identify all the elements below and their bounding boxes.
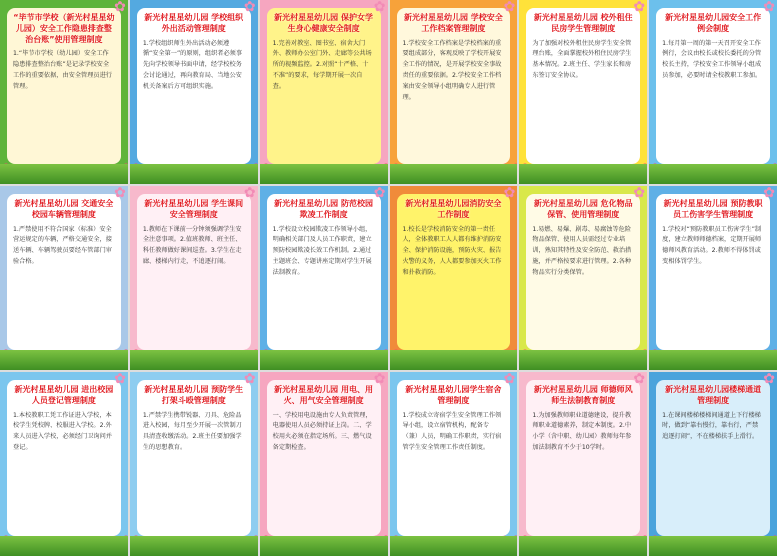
poster-panel: [267, 380, 381, 536]
poster-panel: [656, 8, 770, 164]
blossom-icon: ✿: [633, 186, 646, 201]
poster-body: 为了加强对校外租住民房学生安全管理台账，全面掌握校外租住民房学生基本情况。2.班主任、学生家长和房东签订安全协议。: [532, 39, 632, 80]
poster: [260, 372, 388, 556]
grass-decoration: [260, 164, 388, 184]
poster-body: 1.完善对教室、图书室、宿舍大门外、教师办公室门外、走廊等公共场所的视频监控。2.对照“十严格、十不准”的要求，每学期开展一次自查。: [272, 39, 372, 90]
poster-title: 新光村星星幼儿园 预防教职员工伤害学生管理制度: [663, 199, 763, 219]
grass-decoration: [130, 164, 258, 184]
blossom-icon: ✿: [633, 372, 646, 387]
blossom-icon: ✿: [503, 372, 516, 387]
blossom-icon: ✿: [243, 372, 256, 387]
blossom-icon: ✿: [503, 0, 516, 15]
poster: [649, 372, 777, 556]
poster-title: 新光村星星幼儿园 校外租住民房学生管理制度: [533, 13, 633, 33]
grass-decoration: [390, 164, 518, 184]
poster-panel: [7, 194, 121, 350]
poster-body: 1.在课间楼梯楼梯间通道上下行楼梯时，做到“靠右慢行，靠右行，严禁追逐打闹”，不在楼梯扶手上滑行。: [662, 411, 761, 441]
poster-title: 新光村星星幼儿园安全工作例会制度: [665, 13, 762, 33]
grass-decoration: [649, 350, 777, 370]
grass-decoration: [130, 536, 258, 556]
poster: [130, 372, 258, 556]
grass-decoration: [260, 350, 388, 370]
poster-title: 新光村星星幼儿园学生宿舍管理制度: [405, 385, 502, 405]
blossom-icon: ✿: [373, 186, 386, 201]
grass-decoration: [0, 350, 128, 370]
blossom-icon: ✿: [114, 0, 126, 15]
poster-panel: [526, 194, 640, 350]
poster: [130, 0, 258, 184]
poster-panel: [137, 380, 251, 536]
poster-panel: [526, 380, 640, 536]
poster-title: 新光村星星幼儿园 保护女学生身心健康安全制度: [274, 13, 373, 33]
poster-panel: [137, 8, 251, 164]
grass-decoration: [519, 350, 647, 370]
blossom-icon: ✿: [763, 186, 775, 201]
poster-panel: [526, 8, 640, 164]
poster-body: 1.“毕节市学校（幼儿园）安全工作隐患排查整治台账”是记录学校安全工作的重要依据，由安全管理员进行管理。: [13, 50, 112, 90]
blossom-icon: ✿: [373, 372, 386, 387]
poster-body: 1.为加强教师职业道德建设，提升教师职业道德素养，制定本制度。2.中小学（含中职、幼儿园）教师每年参加法制教育不少于10学时。: [532, 411, 632, 452]
poster-body: 1.严禁学生携带锐器、刀具、危险品进入校园，每月至少开展一次管制刀具清查收缴活动。2.班主任要加强学生的思想教育。: [142, 411, 242, 452]
blossom-icon: ✿: [373, 0, 386, 15]
poster-body: 1.每月第一周的第一天召开安全工作例行，会议由校长或校长委托的分管校长主持，学校安全工作领导小组成员参加，必要时请全校教职工参加。: [662, 39, 762, 80]
blossom-icon: ✿: [763, 0, 775, 15]
poster-panel: [397, 380, 511, 536]
poster: [390, 186, 518, 370]
blossom-icon: ✿: [503, 186, 516, 201]
poster-body: 一、学校用电设施由专人负责管理，电器使用人员必须持证上岗。二、学校用火必须在指定场所。三、燃气设备定期检查。: [272, 411, 372, 452]
poster-title: 新光村星星幼儿园 进出校园人员登记管理制度: [14, 385, 114, 405]
grass-decoration: [649, 164, 777, 184]
poster: [519, 186, 647, 370]
poster: [0, 186, 128, 370]
poster-panel: [267, 8, 381, 164]
poster-panel: [137, 194, 251, 350]
poster-panel: [7, 8, 121, 164]
poster-body: 1.学校安全工作档案是学校档案的重要组成部分，客观反映了学校开展安全工作的情况，是开展学校安全事故责任的重要依据。2.学校安全工作档案由安全领导小组明确专人进行管理。: [402, 39, 502, 101]
poster: [260, 186, 388, 370]
poster: [519, 372, 647, 556]
poster-panel: [397, 8, 511, 164]
poster: [649, 186, 777, 370]
grass-decoration: [0, 164, 128, 184]
poster-title: 新光村星星幼儿园 学校组织外出活动管理制度: [144, 13, 244, 33]
poster-panel: [267, 194, 381, 350]
poster: [130, 186, 258, 370]
poster: [260, 0, 388, 184]
poster-body: 1.严禁使用不符合国家（标准）安全营运规定的车辆，严格交通安全，接送车辆、车辆驾驶员要经车管部门审验合格。: [13, 225, 112, 266]
blossom-icon: ✿: [763, 372, 775, 387]
poster-title: 新光村星星幼儿园消防安全工作制度: [405, 199, 502, 219]
poster-title: 新光村星星幼儿园 预防学生打架斗殴管理制度: [144, 385, 244, 405]
poster-panel: [656, 194, 770, 350]
poster-panel: [656, 380, 770, 536]
grass-decoration: [649, 536, 777, 556]
grass-decoration: [390, 536, 518, 556]
poster: [519, 0, 647, 184]
blossom-icon: ✿: [243, 0, 256, 15]
poster-body: 1.校长是学校消防安全的第一责任人，全体教职工人人都有维护消防安全、保护消防设施，预防火灾、报告火警的义务，人人都要参加灭火工作和扑救消防。: [402, 225, 502, 276]
poster-panel: [7, 380, 121, 536]
blossom-icon: ✿: [114, 186, 126, 201]
grass-decoration: [0, 536, 128, 556]
poster-body: 1.学校组织师生外出活动必须遵循“安全第一”的原则，组织者必须事先向学校领导书面申请，经学校校务会讨论通过，再向教育局、当地公安机关备案后方可组织实施。: [142, 39, 243, 90]
blossom-icon: ✿: [633, 0, 646, 15]
grass-decoration: [519, 536, 647, 556]
blossom-icon: ✿: [243, 186, 256, 201]
poster-panel: [397, 194, 511, 350]
poster-body: 1.易燃、易爆、剧毒、易腐蚀等危险物品保管、使用人员需经过专业培训，熟知其特性及安全防范、救治措施，并严格按要求进行管理。2.各种物品实行分类保管。: [532, 225, 632, 276]
grass-decoration: [390, 350, 518, 370]
poster-title: 新光村星星幼儿园 防范校园欺凌工作制度: [274, 199, 373, 219]
poster: [390, 0, 518, 184]
grass-decoration: [260, 536, 388, 556]
poster: [649, 0, 777, 184]
poster-body: 1.学校成立寄宿学生安全管理工作领导小组，设立宿管机构，配备专（兼）人员，明确工作职责，实行宿管学生安全管理工作责任制度。: [402, 411, 502, 452]
poster-body: 1.本校教职工凭工作证进入学校，本校学生凭校牌、校服进入学校。2.外来人员进入学校，必须经门卫询问并登记。: [13, 411, 112, 452]
poster-title: 新光村星星幼儿园 用电、用火、用气安全管理制度: [274, 385, 373, 405]
poster-title: 新光村星星幼儿园 学生课间安全管理制度: [144, 199, 244, 219]
poster-body: 1.学校对“预防教职员工伤害学生”制度，建立教师师德档案，定期开展师德师风教育活动。2.教师不得体罚或变相体罚学生。: [662, 225, 762, 266]
poster-title: 新光村星星幼儿园 学校安全工作档案管理制度: [404, 13, 503, 33]
poster-title: “毕节市学校（新光村星星幼儿园）安全工作隐患排查整治台账”使用管理制度: [13, 13, 115, 44]
grass-decoration: [519, 164, 647, 184]
poster: [0, 372, 128, 556]
poster-title: 新光村星星幼儿园 交通安全校园车辆管理制度: [14, 199, 114, 219]
blossom-icon: ✿: [114, 372, 126, 387]
poster: [390, 372, 518, 556]
poster-body: 1.学校设立校园欺凌工作领导小组，明确相关部门及人员工作职责，建立预防校园欺凌长效工作机制。2.通过主题班会、专题讲座定期对学生开展法制教育。: [272, 225, 372, 276]
poster-body: 1.教师在下课前一分钟须强调学生安全注意事项。2.值班教师、班主任、科任教师做好课间巡查。3.学生在走廊、楼梯内行走，不追逐打闹。: [142, 225, 242, 266]
poster-title: 新光村星星幼儿园楼梯通道管理制度: [665, 385, 762, 405]
grass-decoration: [130, 350, 258, 370]
poster: [0, 0, 128, 184]
poster-title: 新光村星星幼儿园 危化物品保管、使用管理制度: [533, 199, 633, 219]
poster-title: 新光村星星幼儿园 师德师风师生法制教育制度: [533, 385, 633, 405]
